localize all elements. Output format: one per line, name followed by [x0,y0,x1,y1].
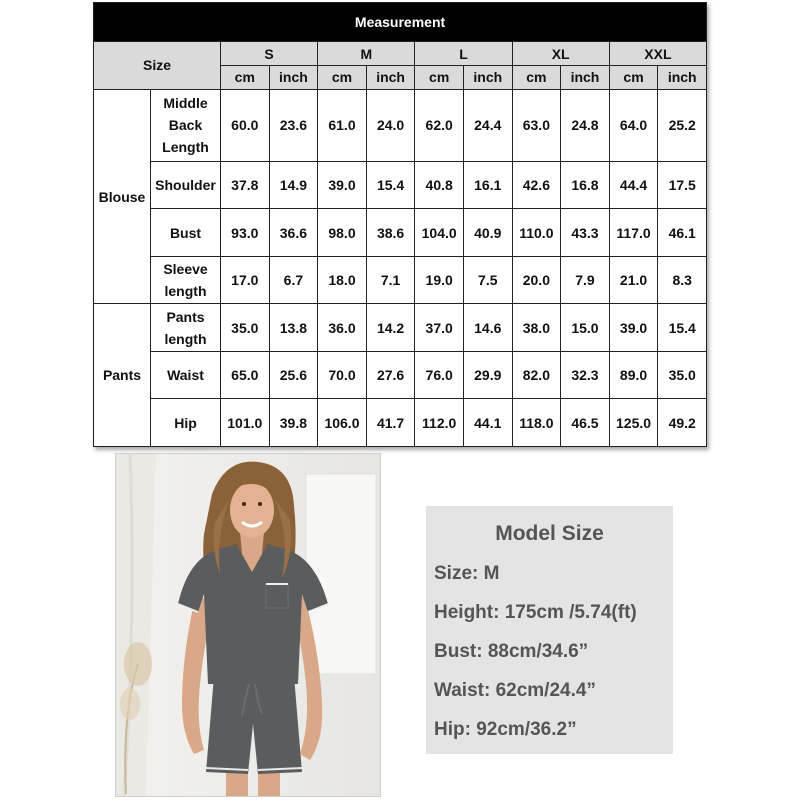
cell: 25.2 [658,89,707,161]
size-s: S [221,42,318,66]
unit-cm: cm [318,65,367,89]
unit-inch: inch [561,65,610,89]
cell: 39.0 [609,304,658,351]
unit-inch: inch [658,65,707,89]
size-xl: XL [512,42,609,66]
cell: 93.0 [221,209,270,256]
measurement-table [93,2,707,447]
cell: 21.0 [609,256,658,303]
size-m: M [318,42,415,66]
unit-inch: inch [463,65,512,89]
cell: 70.0 [318,351,367,398]
cell: 39.0 [318,161,367,208]
cell: 104.0 [415,209,464,256]
cell: 15.4 [366,161,415,208]
model-size-card [426,506,673,754]
row-label: Pants length [151,304,221,351]
cell: 32.3 [561,351,610,398]
row-label: Shoulder [151,161,221,208]
cell: 106.0 [318,399,367,447]
row-label: Middle Back Length [151,89,221,161]
cell: 46.1 [658,209,707,256]
cell: 117.0 [609,209,658,256]
model-size-line: Size: M [434,563,500,584]
cell: 110.0 [512,209,561,256]
cell: 24.0 [366,89,415,161]
cell: 7.9 [561,256,610,303]
cell: 125.0 [609,399,658,447]
cell: 43.3 [561,209,610,256]
cell: 46.5 [561,399,610,447]
cell: 38.6 [366,209,415,256]
cell: 82.0 [512,351,561,398]
cell: 37.0 [415,304,464,351]
cell: 61.0 [318,89,367,161]
size-l: L [415,42,512,66]
cell: 62.0 [415,89,464,161]
table-title: Measurement [94,3,707,42]
cell: 17.0 [221,256,270,303]
cell: 38.0 [512,304,561,351]
cell: 15.4 [658,304,707,351]
cell: 36.6 [269,209,318,256]
cell: 13.8 [269,304,318,351]
cell: 49.2 [658,399,707,447]
model-size-title: Model Size [495,522,604,545]
cell: 35.0 [221,304,270,351]
cell: 63.0 [512,89,561,161]
cell: 19.0 [415,256,464,303]
cell: 23.6 [269,89,318,161]
table-row [94,256,707,303]
cell: 8.3 [658,256,707,303]
cell: 40.9 [463,209,512,256]
table-row [94,351,707,398]
cell: 16.1 [463,161,512,208]
unit-cm: cm [221,65,270,89]
size-header: Size [94,42,221,89]
cell: 60.0 [221,89,270,161]
unit-cm: cm [609,65,658,89]
cell: 112.0 [415,399,464,447]
row-label: Hip [151,399,221,447]
cell: 39.8 [269,399,318,447]
group-blouse: Blouse [94,89,151,304]
cell: 14.6 [463,304,512,351]
table-row [94,209,707,256]
model-waist-line: Waist: 62cm/24.4” [434,680,596,701]
cell: 37.8 [221,161,270,208]
unit-inch: inch [269,65,318,89]
cell: 42.6 [512,161,561,208]
cell: 76.0 [415,351,464,398]
model-height-line: Height: 175cm /5.74(ft) [434,602,637,623]
row-label: Sleeve length [151,256,221,303]
cell: 6.7 [269,256,318,303]
cell: 24.4 [463,89,512,161]
model-photo [115,453,381,797]
cell: 41.7 [366,399,415,447]
model-bust-line: Bust: 88cm/34.6” [434,641,589,662]
unit-cm: cm [415,65,464,89]
cell: 25.6 [269,351,318,398]
cell: 36.0 [318,304,367,351]
cell: 7.5 [463,256,512,303]
cell: 35.0 [658,351,707,398]
cell: 89.0 [609,351,658,398]
cell: 15.0 [561,304,610,351]
table-row [94,89,707,161]
cell: 64.0 [609,89,658,161]
cell: 20.0 [512,256,561,303]
cell: 65.0 [221,351,270,398]
table-row [94,161,707,208]
cell: 16.8 [561,161,610,208]
cell: 14.2 [366,304,415,351]
cell: 118.0 [512,399,561,447]
table-row [94,304,707,351]
model-illustration [116,454,380,796]
unit-cm: cm [512,65,561,89]
cell: 29.9 [463,351,512,398]
row-label: Waist [151,351,221,398]
cell: 17.5 [658,161,707,208]
cell: 44.1 [463,399,512,447]
unit-inch: inch [366,65,415,89]
cell: 98.0 [318,209,367,256]
cell: 101.0 [221,399,270,447]
cell: 27.6 [366,351,415,398]
row-label: Bust [151,209,221,256]
model-hip-line: Hip: 92cm/36.2” [434,719,577,740]
cell: 24.8 [561,89,610,161]
cell: 7.1 [366,256,415,303]
table-row [94,399,707,447]
cell: 44.4 [609,161,658,208]
cell: 40.8 [415,161,464,208]
size-xxl: XXL [609,42,706,66]
group-pants: Pants [94,304,151,447]
cell: 18.0 [318,256,367,303]
cell: 14.9 [269,161,318,208]
